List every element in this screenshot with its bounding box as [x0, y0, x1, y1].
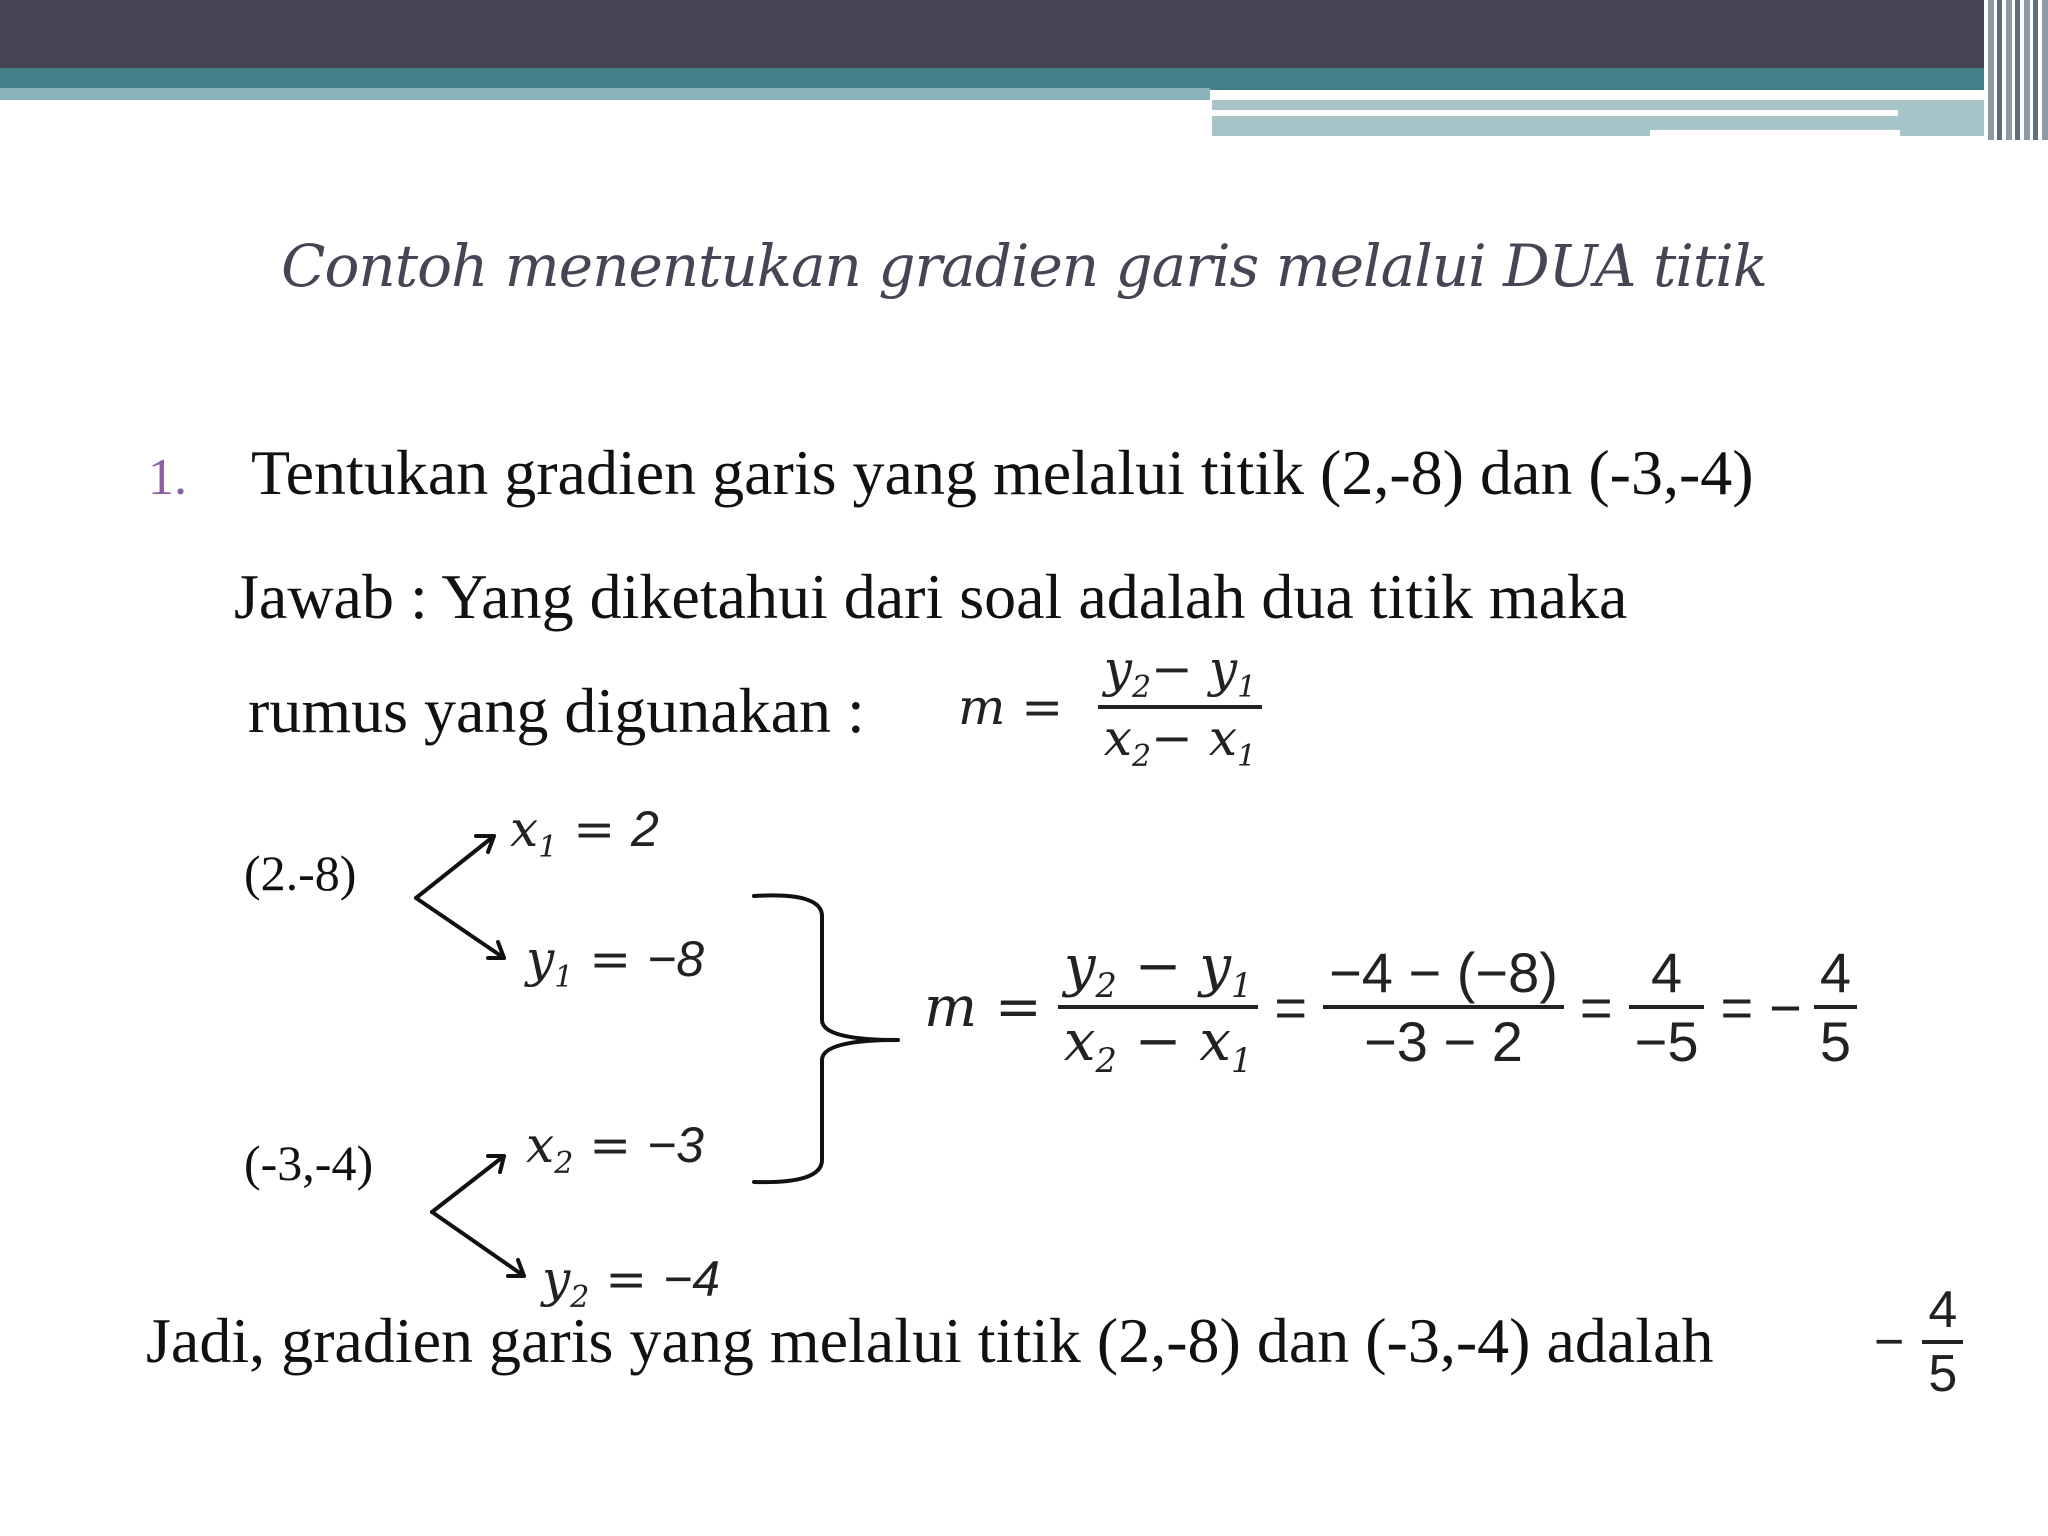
- answer-line-2: rumus yang digunakan :: [248, 675, 865, 746]
- conclusion-numerator: 4: [1928, 1281, 1958, 1339]
- calc-step2-numerator: 4: [1650, 941, 1683, 1005]
- conclusion-sign: −: [1874, 1313, 1905, 1371]
- x2-value: −3: [646, 1117, 704, 1173]
- brace: [754, 895, 898, 1182]
- calc-step3-numerator: 4: [1819, 941, 1852, 1005]
- conclusion-result: [1874, 1280, 1963, 1404]
- slide-title: Contoh menentukan gradien garis melalui DUA titik: [281, 232, 1767, 300]
- y2-equation: $y_2 = -4$: [542, 1250, 721, 1315]
- conclusion-text: Jadi, gradien garis yang melalui titik (2,-8) dan (-3,-4) adalah: [146, 1305, 1714, 1376]
- x2-equation: $x_2 = -3$: [526, 1116, 704, 1181]
- arrow-to-x2: [432, 1156, 504, 1212]
- formula-slope: m = $\frac{y_2- y_1}{x_2- x_1}$: [958, 640, 1262, 774]
- y1-value: −8: [647, 931, 705, 987]
- point-1-label: (2.-8): [244, 845, 357, 901]
- point-2-label: (-3,-4): [244, 1135, 374, 1191]
- calc-step3-denominator: 5: [1819, 1010, 1852, 1074]
- arrow-to-x1: [416, 836, 494, 898]
- x1-value: 2: [630, 801, 659, 857]
- question-text: Tentukan gradien garis yang melalui titik (2,-8) dan (-3,-4): [251, 437, 1754, 508]
- conclusion-denominator: 5: [1928, 1345, 1958, 1403]
- calc-step1-numerator: −4 − (−8): [1329, 941, 1558, 1005]
- answer-line-1: Jawab : Yang diketahui dari soal adalah dua titik maka: [234, 561, 1628, 632]
- calc-step2-denominator: −5: [1634, 1010, 1699, 1074]
- y2-value: −4: [663, 1251, 721, 1307]
- calc-step1-denominator: −3 − 2: [1364, 1010, 1523, 1074]
- calc-step3-sign: −: [1769, 975, 1802, 1039]
- arrow-to-y1: [416, 898, 504, 958]
- arrow-to-y2: [432, 1212, 524, 1276]
- y1-equation: $y_1 = -8$: [526, 930, 705, 995]
- slope-calculation: m = $\frac{y_2 - y_1}{x_2 - x_1}$ = $\frac{-4 - (-8)}{-3 - 2}$ = $\frac{4}{-5}$ = − $\frac{4}{5}$: [924, 934, 1857, 1080]
- item-number: 1.: [148, 449, 187, 506]
- x1-equation: $x_1 = 2$: [510, 800, 659, 865]
